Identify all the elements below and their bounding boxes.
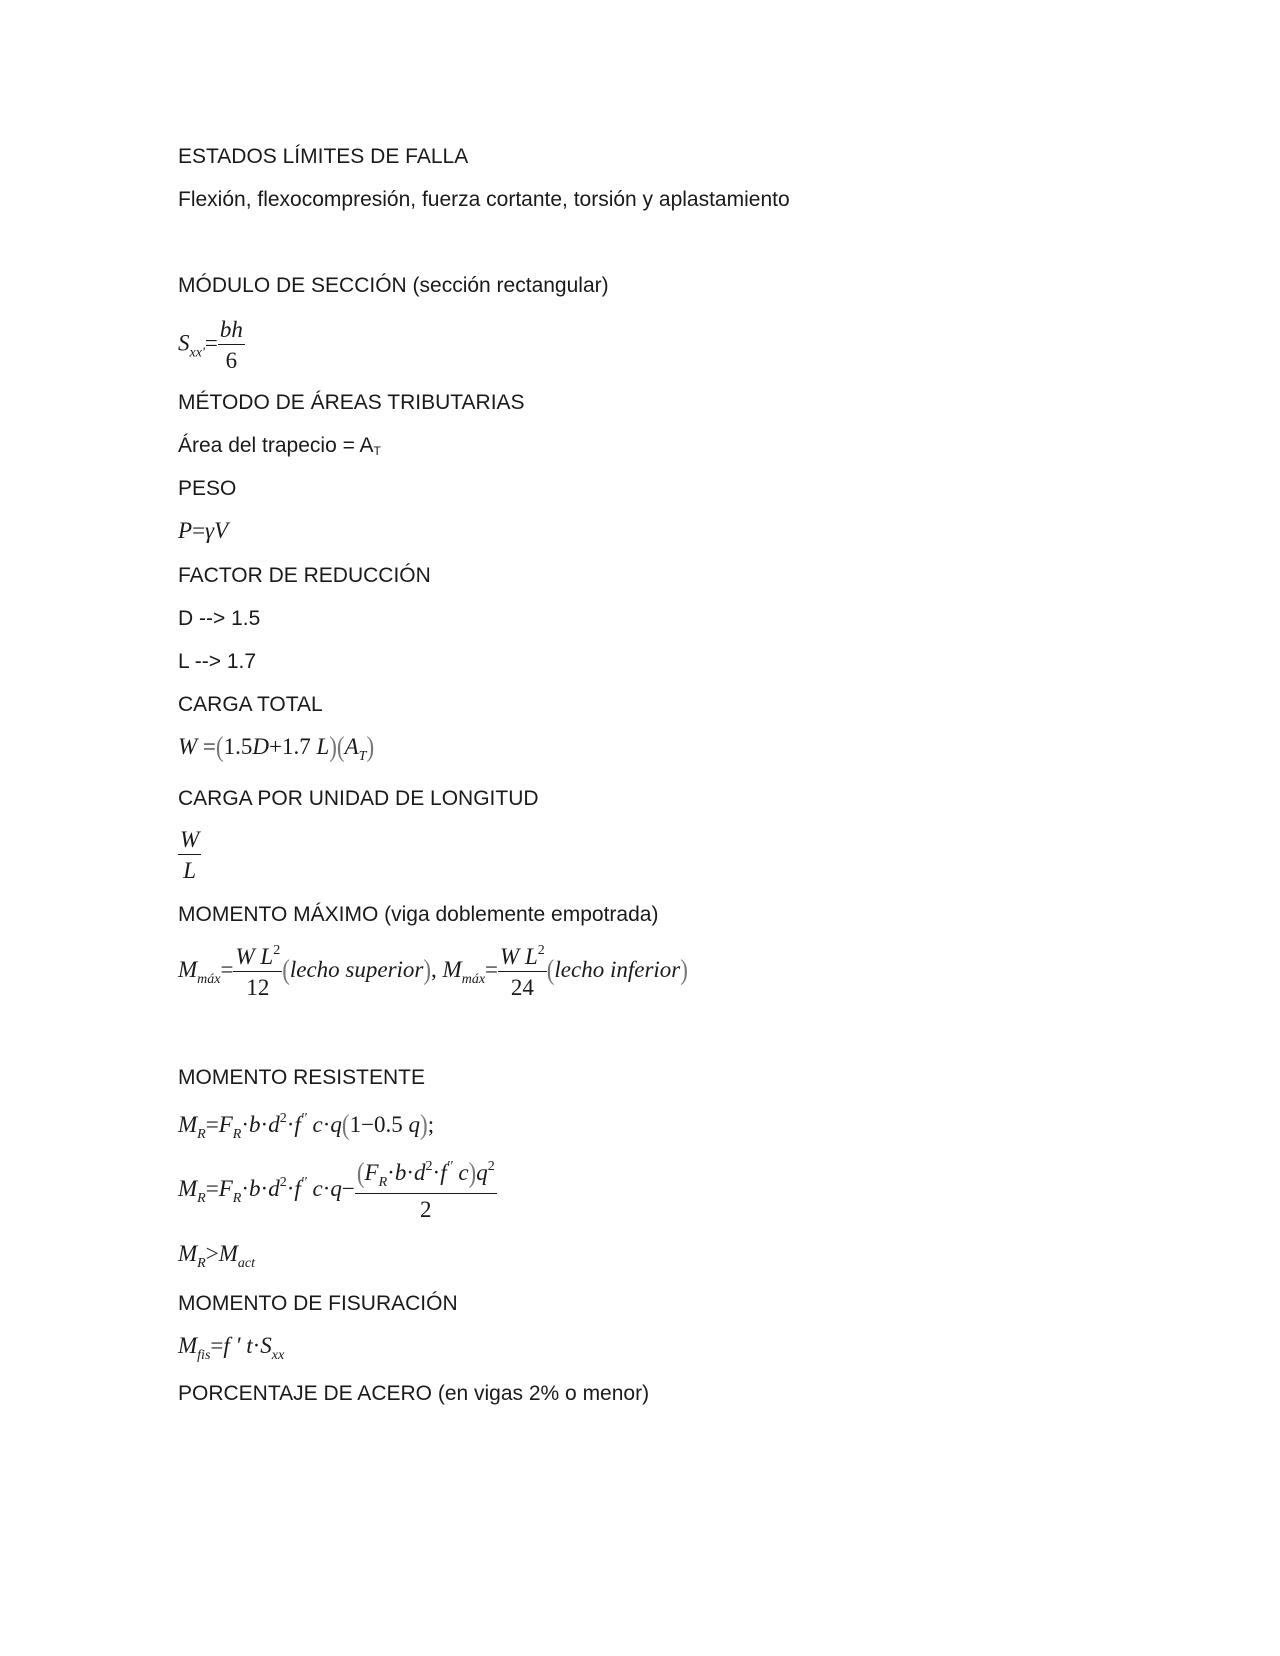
heading-modulo-seccion: MÓDULO DE SECCIÓN (sección rectangular) (178, 274, 609, 297)
text-area-trapecio: Área del trapecio = AT (178, 434, 381, 458)
factor-d: D --> 1.5 (178, 607, 261, 630)
heading-factor-reduccion: FACTOR DE REDUCCIÓN (178, 564, 431, 587)
formula-momento-fisuracion: $M_{fis}=f$ ' $t\cdot S_{xx}$ (178, 1333, 285, 1363)
heading-peso: PESO (178, 477, 237, 500)
heading-momento-maximo: MOMENTO MÁXIMO (viga doblemente empotrada) (178, 903, 659, 926)
formula-peso: P=γV (178, 518, 229, 543)
heading-carga-unidad-longitud: CARGA POR UNIDAD DE LONGITUD (178, 787, 539, 810)
formula-mr-greater-mact: $M_R>M_{act}$ (178, 1241, 255, 1271)
formula-momento-maximo: $M_{máx}=$ $\frac{W L^2}{12}$ (lecho superior), $M_{máx}=$ $\frac{W L^2}{24}$ (lecho inferior) (178, 943, 688, 1000)
text-failure-types: Flexión, flexocompresión, fuerza cortante, torsión y aplastamiento (178, 188, 790, 211)
formula-momento-resistente-1: $M_R=F_R\cdot b\cdot d^2\cdot f''$ c·q(1−0.5 q); (178, 1108, 435, 1142)
heading-estados-limites: ESTADOS LÍMITES DE FALLA (178, 145, 469, 168)
formula-section-modulus: $S_{xx'}=$ $\frac{bh}{6}$ (178, 317, 243, 373)
heading-momento-fisuracion: MOMENTO DE FISURACIÓN (178, 1292, 458, 1315)
formula-w-over-l: $\frac{W}{L}$ (180, 827, 200, 883)
formula-carga-total: W =(1.5D+1.7 $L)(A_T)$ (178, 730, 375, 764)
heading-carga-total: CARGA TOTAL (178, 693, 323, 716)
formula-momento-resistente-2: $M_R=F_R\cdot b\cdot d^2\cdot f''$ c·q− $\frac{(F_R\cdot b\cdot d^2\cdot f'' c)q^2}{2}$ (178, 1156, 495, 1222)
heading-areas-tributarias: MÉTODO DE ÁREAS TRIBUTARIAS (178, 391, 525, 414)
heading-porcentaje-acero: PORCENTAJE DE ACERO (en vigas 2% o menor) (178, 1382, 650, 1405)
heading-momento-resistente: MOMENTO RESISTENTE (178, 1066, 425, 1089)
factor-l: L --> 1.7 (178, 650, 257, 673)
